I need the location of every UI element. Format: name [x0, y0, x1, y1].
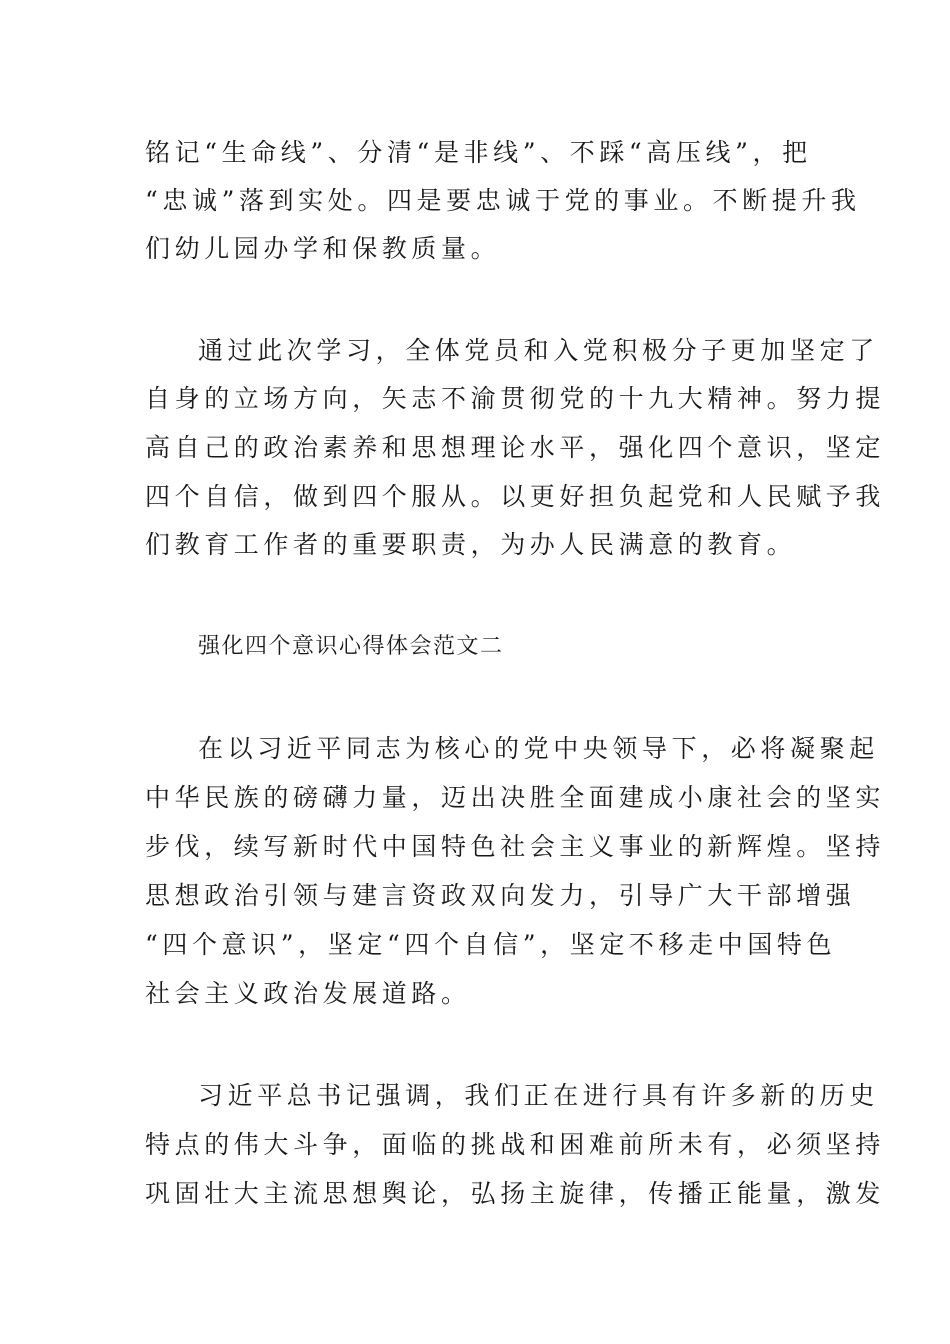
- paragraph-1-line-3: 们幼儿园办学和保教质量。: [145, 234, 501, 263]
- paragraph-3-line-6: 社会主义政治发展道路。: [145, 979, 471, 1008]
- paragraph-4-line-1: 习近平总书记强调，我们正在进行具有许多新的历史: [198, 1081, 879, 1110]
- paragraph-2-line-3: 高自己的政治素养和思想理论水平，强化四个意识，坚定: [145, 433, 886, 462]
- paragraph-3-line-3: 步伐，续写新时代中国特色社会主义事业的新辉煌。坚持: [145, 832, 886, 861]
- paragraph-3-line-5: “四个意识”，坚定“四个自信”，坚定不移走中国特色: [145, 930, 837, 959]
- paragraph-2-line-5: 们教育工作者的重要职责，为办人民满意的教育。: [145, 530, 797, 559]
- paragraph-3-line-4: 思想政治引领与建言资政双向发力，引导广大干部增强: [145, 881, 856, 910]
- paragraph-3-line-1: 在以习近平同志为核心的党中央领导下，必将凝聚起: [198, 734, 879, 763]
- paragraph-3-line-2: 中华民族的磅礴力量，迈出决胜全面建成小康社会的坚实: [145, 783, 886, 812]
- paragraph-2-line-4: 四个自信，做到四个服从。以更好担负起党和人民赋予我: [145, 482, 886, 511]
- paragraph-2-line-2: 自身的立场方向，矢志不渝贯彻党的十九大精神。努力提: [145, 384, 886, 413]
- paragraph-2-line-1: 通过此次学习，全体党员和入党积极分子更加坚定了: [198, 336, 879, 365]
- section-heading: 强化四个意识心得体会范文二: [198, 634, 504, 659]
- paragraph-4-line-3: 巩固壮大主流思想舆论，弘扬主旋律，传播正能量，激发: [145, 1179, 886, 1208]
- paragraph-1-line-1: 铭记“生命线”、分清“是非线”、不踩“高压线”，把: [145, 138, 812, 167]
- paragraph-1-line-2: “忠诚”落到实处。四是要忠诚于党的事业。不断提升我: [145, 186, 861, 215]
- paragraph-4-line-2: 特点的伟大斗争，面临的挑战和困难前所未有，必须坚持: [145, 1130, 886, 1159]
